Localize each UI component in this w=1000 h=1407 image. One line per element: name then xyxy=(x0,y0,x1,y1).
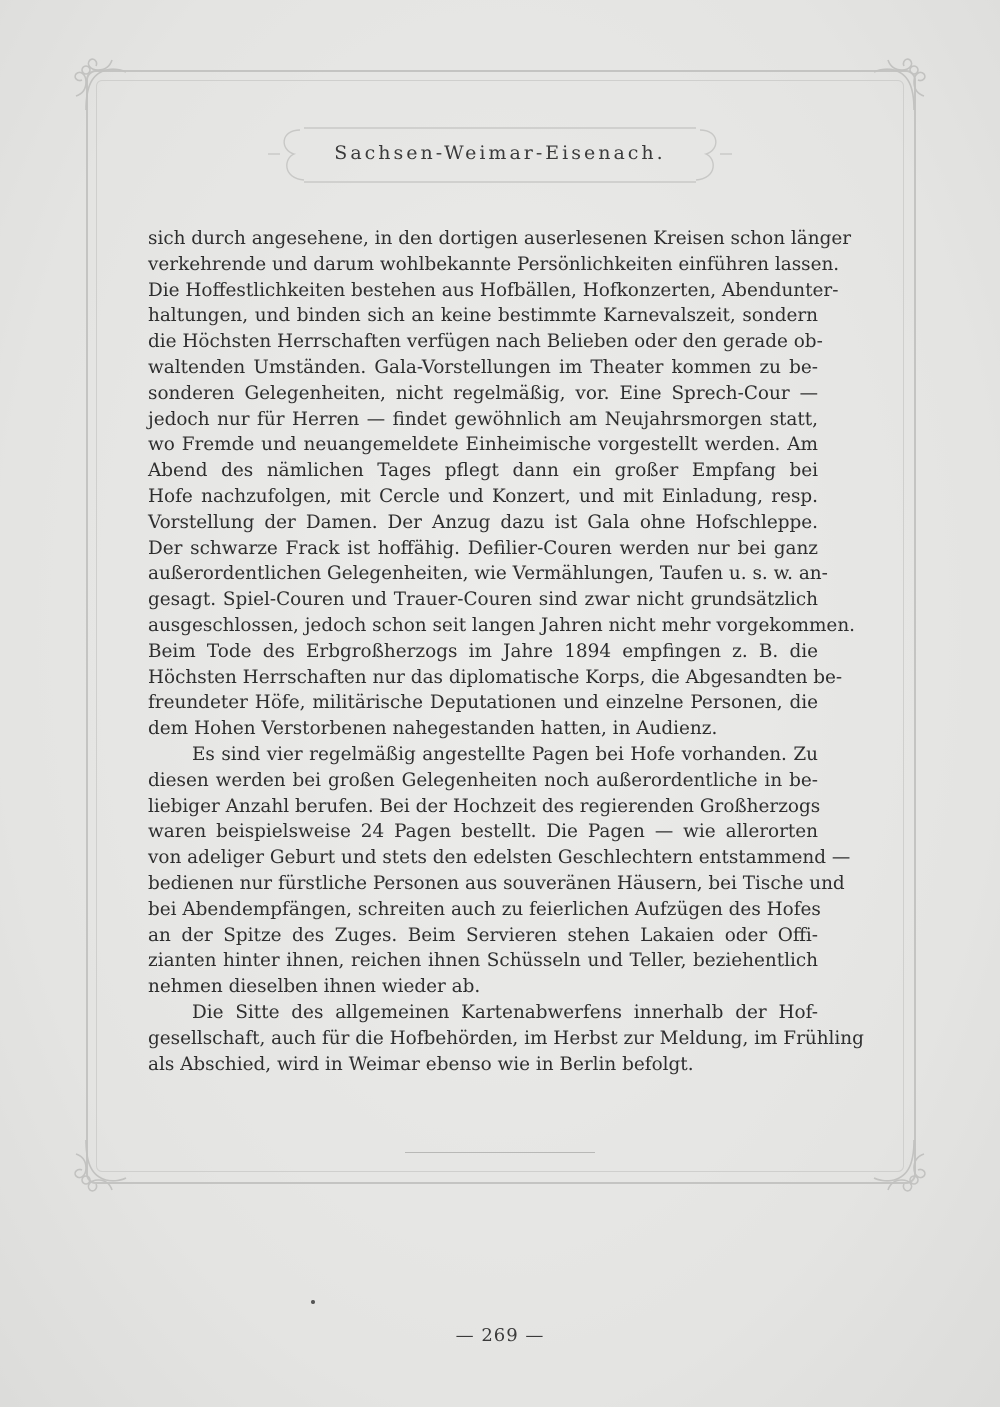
text-line: diesen werden bei großen Gelegenheiten noch außerordentliche in be- xyxy=(148,769,818,791)
text-line: ausgeschlossen, jedoch schon seit langen Jahren nicht mehr vorgekommen. xyxy=(148,614,856,636)
text-line: waren beispielsweise 24 Pagen bestellt. Die Pagen — wie allerorten xyxy=(148,821,818,843)
text-line: haltungen, und binden sich an keine bestimmte Karnevalszeit, sondern xyxy=(148,305,818,327)
running-head: Sachsen-Weimar-Eisenach. xyxy=(334,142,666,164)
text-line: Vorstellung der Damen. Der Anzug dazu ist Gala ohne Hofschleppe. xyxy=(148,511,818,533)
text-line: Hofe nachzufolgen, mit Cercle und Konzert, und mit Einladung, resp. xyxy=(148,485,818,507)
text-line: jedoch nur für Herren — findet gewöhnlich am Neujahrsmorgen statt, xyxy=(148,408,818,430)
text-line: nehmen dieselben ihnen wieder ab. xyxy=(148,976,481,998)
text-line: von adeliger Geburt und stets den edelsten Geschlechtern entstammend — xyxy=(148,847,851,869)
text-line: Es sind vier regelmäßig angestellte Pagen bei Hofe vorhanden. Zu xyxy=(192,743,818,765)
text-line: als Abschied, wird in Weimar ebenso wie in Berlin befolgt. xyxy=(148,1053,694,1075)
text-line: verkehrende und darum wohlbekannte Persönlichkeiten einführen lassen. xyxy=(148,253,840,275)
text-line: zianten hinter ihnen, reichen ihnen Schüsseln und Teller, beziehentlich xyxy=(148,950,818,972)
text-line: dem Hohen Verstorbenen nahegestanden hatten, in Audienz. xyxy=(148,718,718,740)
text-line: sich durch angesehene, in den dortigen auserlesenen Kreisen schon länger xyxy=(148,228,852,249)
text-line: bei Abendempfängen, schreiten auch zu feierlichen Aufzügen des Hofes xyxy=(148,898,821,920)
text-line: Höchsten Herrschaften nur das diplomatische Korps, die Abgesandten be- xyxy=(148,666,843,688)
text-line: waltenden Umständen. Gala-Vorstellungen im Theater kommen zu be- xyxy=(148,356,818,378)
text-line: Beim Tode des Erbgroßherzogs im Jahre 1894 empfingen z. B. die xyxy=(148,640,818,662)
corner-ornament-icon xyxy=(72,56,128,112)
corner-ornament-icon xyxy=(72,1138,128,1194)
text-line: gesellschaft, auch für die Hofbehörden, im Herbst zur Meldung, im Frühling xyxy=(148,1027,864,1049)
text-line: Der schwarze Frack ist hoffähig. Defilier-Couren werden nur bei ganz xyxy=(148,537,818,559)
corner-ornament-icon xyxy=(872,1138,928,1194)
text-line: bedienen nur fürstliche Personen aus souveränen Häusern, bei Tische und xyxy=(148,872,845,894)
text-line: außerordentlichen Gelegenheiten, wie Vermählungen, Taufen u. s. w. an- xyxy=(148,563,828,585)
page-number: — 269 — xyxy=(455,1325,545,1346)
corner-ornament-icon xyxy=(872,56,928,112)
text-line: gesagt. Spiel-Couren und Trauer-Couren sind zwar nicht grundsätzlich xyxy=(148,589,818,611)
text-line: freundeter Höfe, militärische Deputationen und einzelne Personen, die xyxy=(148,692,818,714)
text-line: Abend des nämlichen Tages pflegt dann ein großer Empfang bei xyxy=(148,460,818,482)
text-line: an der Spitze des Zuges. Beim Servieren stehen Lakaien oder Offi- xyxy=(148,924,818,946)
text-line: sonderen Gelegenheiten, nicht regelmäßig, vor. Eine Sprech-Cour — xyxy=(148,382,818,404)
text-line: liebiger Anzahl berufen. Bei der Hochzeit des regierenden Großherzogs xyxy=(148,795,821,817)
text-line: Die Sitte des allgemeinen Kartenabwerfens innerhalb der Hof- xyxy=(192,1001,818,1023)
text-line: wo Fremde und neuangemeldete Einheimische vorgestellt werden. Am xyxy=(148,434,818,456)
text-line: die Höchsten Herrschaften verfügen nach Belieben oder den gerade ob- xyxy=(148,331,823,353)
closing-rule xyxy=(405,1152,595,1153)
body-text xyxy=(148,226,864,1077)
ink-dot xyxy=(311,1300,315,1304)
text-line: Die Hoffestlichkeiten bestehen aus Hofbällen, Hofkonzerten, Abendunter- xyxy=(148,279,839,301)
